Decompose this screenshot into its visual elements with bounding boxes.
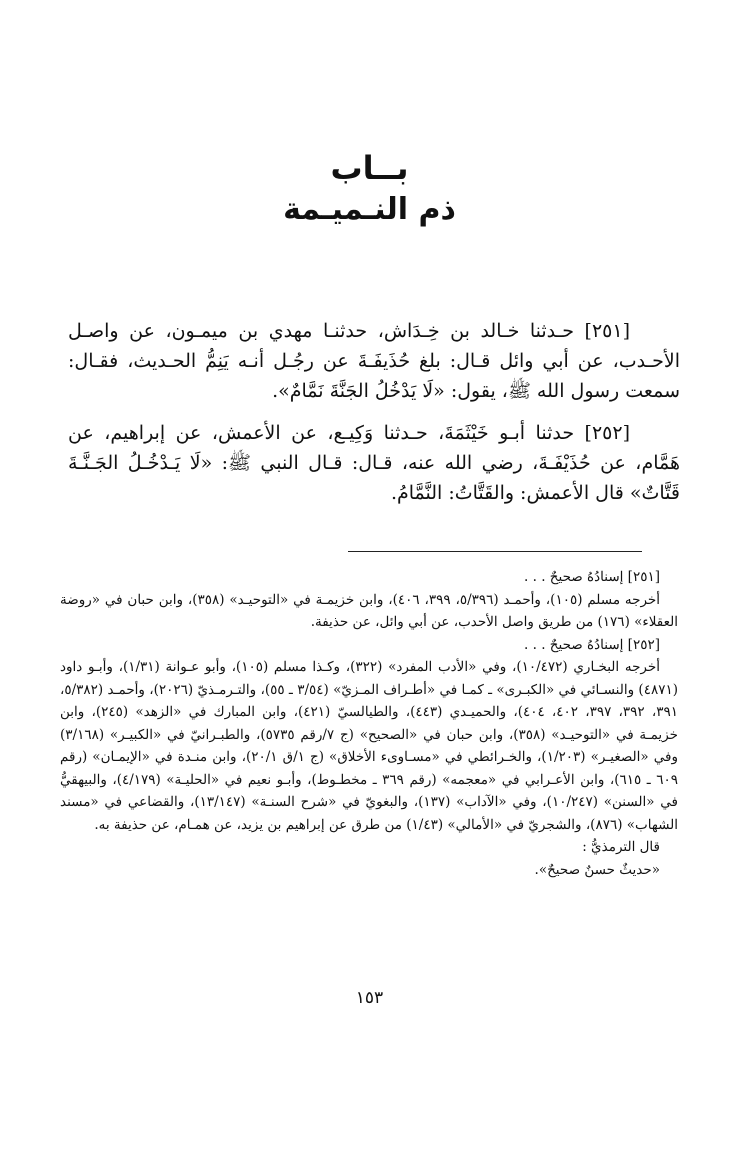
chapter-title: ذم النـميـمة — [283, 192, 456, 227]
note-251-heading: [٢٥١] إسنادُهُ صحيحٌ . . . — [524, 569, 660, 585]
hadith-251: [٢٥١] حـدثنا خـالد بن خِـدَاش، حدثنـا مهدي بن ميمـون، عن واصـل الأحـدب، عن أبي وائل قـال: بلغ حُذَيفَـةَ عن رجُـل أنـه يَنِمُّ الحـديث، فقـال: سمعت رسول الله ﷺ، يقول: «لَا يَدْخُلُ الجَنَّةَ نَمَّامٌ». — [68, 320, 680, 402]
footnote-divider — [348, 551, 642, 552]
chapter-label: بــاب — [330, 149, 409, 187]
note-252-heading: [٢٥٢] إسنادُهُ صحيحٌ . . . — [524, 636, 660, 653]
page-number: ١٥٣ — [355, 988, 384, 1008]
note-251-body: أخرجه مسلم (١٠٥)، وأحمـد (٥/٣٩٦، ٣٩٩، ٤٠٦)، وابن خزيمـة في «التوحيـد» (٣٥٨)، وابن حبان في «روضة العقلاء» (١٧٦) من طريق واصل الأحدب، عن أبي وائل، عن حذيفة. — [60, 591, 678, 630]
footnotes — [60, 566, 678, 881]
note-252-tirmidhi-label: قال الترمذيُّ : — [582, 839, 660, 855]
hadith-252: [٢٥٢] حدثنا أبـو خَيْثَمَةَ، حـدثنا وَكِيـع، عن الأعمش، عن إبراهيم، عن هَمَّام، عن حُذَيْفَـةَ، رضي الله عنه، قـال: قـال النبي ﷺ: «لَا يَـدْخُـلُ الجَـنَّـةَ قَتَّاتٌ» قال الأعمش: والقَتَّاتُ: النَّمَّامُ. — [68, 422, 680, 504]
note-252-body: أخرجه البخـاري (١٠/٤٧٢)، وفي «الأدب المفرد» (٣٢٢)، وكـذا مسلم (١٠٥)، وأبو عـوانة (١/٣١)، وأبـو داود (٤٨٧١) والنسـائي في «الكبـرى» ـ كمـا في «أطـراف المـزيّ» (٣/٥٤ ـ ٥٥)، والتـرمـذيّ (٢٠٢٦)، وأحمـد (٥/٣٨٢، ٣٩١، ٣٩٢، ٣٩٧، ٤٠٢، ٤٠٤)، والحميـدي (٤٤٣)، والطيالسيّ (٤٢١)، وابن المبارك في «الزهد» (٢٤٥)، وابن خزيمـة في «التوحيـد» (٣٥٨)، وابن حبان في «الصحيح» (ج ٧/رقم ٥٧٣٥)، والطبـرانيّ في «الكبيـر» (٣/١٦٨) وفي «الصغيـر» (١/٢٠٣)، والخـرائطي في «مسـاوىء الأخلاق» (ج ١/ق ٢٠/١)، وابن منـدة في «الإيمـان» (رقم ٦٠٩ ـ ٦١٥)، وابن الأعـرابي في «معجمه» (رقم ٣٦٩ ـ مخطـوط)، وأبـو نعيم في «الحليـة» (٤/١٧٩)، والبيهقيُّ في «السنن» (١٠/٢٤٧)، وفي «الآداب» (١٣٧)، والبغويّ في «شرح السنـة» (١٣/١٤٧)، والقضاعي في «مسند الشهاب» (٨٧٦)، والشجريّ في «الأمالي» (١/٤٣) من طرق عن إبراهيم بن يزيد، عن همـام، عن حذيفة به. — [60, 659, 679, 833]
note-252-tirmidhi-quote: «حديثٌ حسنٌ صحيحٌ». — [534, 861, 660, 878]
hadith-text-block — [68, 316, 680, 520]
